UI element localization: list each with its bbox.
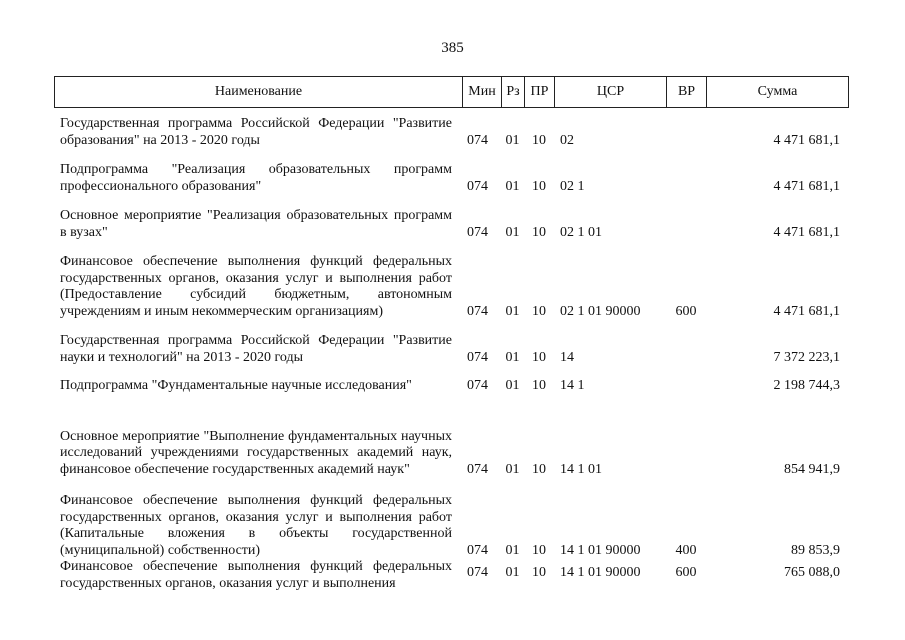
header-rz: Рз: [502, 77, 525, 108]
row-csr: 02 1 01 90000: [560, 303, 641, 319]
table-body: [54, 112, 848, 601]
row-name: Подпрограмма "Фундаментальные научные исследования": [60, 377, 412, 393]
row-pr: 10: [532, 349, 546, 365]
row-sum: 89 853,9: [791, 542, 840, 558]
row-name: Финансовое обеспечение выполнения функций федеральных государственных органов, оказания услуг и выполнения работ (Капитальные вложения в объекты государственной (муниципальной) собственности): [60, 493, 452, 558]
row-min: 074: [467, 542, 488, 558]
row-rz: 01: [505, 303, 520, 319]
row-min: 074: [467, 132, 488, 148]
row-csr: 14: [560, 349, 574, 365]
row-sum: 4 471 681,1: [773, 178, 840, 194]
row-rz: 01: [505, 178, 520, 194]
row-name: Государственная программа Российской Федерации "Развитие науки и технологий" на 2013 - 2020 годы: [60, 333, 452, 365]
table-header: [54, 76, 849, 108]
header-min: Мин: [463, 77, 502, 108]
header-pr: ПР: [525, 77, 555, 108]
table-row: [54, 112, 848, 149]
row-name: Государственная программа Российской Федерации "Развитие образования" на 2013 - 2020 годы: [60, 116, 452, 148]
row-min: 074: [467, 461, 488, 477]
row-sum: 4 471 681,1: [773, 224, 840, 240]
row-csr: 14 1 01 90000: [560, 542, 641, 558]
row-rz: 01: [505, 542, 520, 558]
row-min: 074: [467, 303, 488, 319]
table-row: [54, 195, 848, 241]
row-pr: 10: [532, 178, 546, 194]
table-row: [54, 241, 848, 320]
table-row: [54, 559, 848, 601]
row-pr: 10: [532, 224, 546, 240]
row-name: Подпрограмма "Реализация образовательных программ профессионального образования": [60, 162, 452, 194]
row-pr: 10: [532, 565, 546, 580]
row-sum: 765 088,0: [784, 565, 840, 580]
row-sum: 4 471 681,1: [773, 303, 840, 319]
row-rz: 01: [505, 461, 520, 477]
table-row: [54, 149, 848, 195]
row-sum: 854 941,9: [784, 461, 840, 477]
row-min: 074: [467, 377, 488, 393]
row-rz: 01: [505, 377, 520, 393]
header-sum: Сумма: [707, 77, 849, 108]
row-name: Финансовое обеспечение выполнения функций федеральных государственных органов, оказания услуг и выполнения: [60, 559, 452, 591]
row-pr: 10: [532, 461, 546, 477]
table-row: [54, 366, 848, 394]
row-vr: 400: [675, 542, 697, 558]
row-vr: 600: [675, 303, 697, 319]
row-sum: 4 471 681,1: [773, 132, 840, 148]
row-rz: 01: [505, 349, 520, 365]
row-vr: 600: [675, 565, 697, 580]
row-name: Финансовое обеспечение выполнения функций федеральных государственных органов, оказания услуг и выполнения работ (Предоставление субсидий бюджетным, автономным учреждениям и иным некоммерческим организациям): [60, 254, 452, 319]
row-csr: 14 1: [560, 377, 585, 393]
header-csr: ЦСР: [555, 77, 667, 108]
row-min: 074: [467, 178, 488, 194]
header-vr: ВР: [667, 77, 707, 108]
table-row: [54, 478, 848, 559]
row-name: Основное мероприятие "Реализация образовательных программ в вузах": [60, 208, 452, 240]
table-row: [54, 320, 848, 366]
row-sum: 7 372 223,1: [773, 349, 840, 365]
row-csr: 14 1 01 90000: [560, 565, 641, 580]
row-name: Основное мероприятие "Выполнение фундаментальных научных исследований учреждениями государственных академий наук, финансовое обеспечение государственных академий наук": [60, 428, 452, 477]
row-csr: 02 1: [560, 178, 585, 194]
row-min: 074: [467, 224, 488, 240]
row-rz: 01: [505, 565, 520, 580]
row-pr: 10: [532, 132, 546, 148]
row-pr: 10: [532, 542, 546, 558]
row-csr: 14 1 01: [560, 461, 602, 477]
row-pr: 10: [532, 377, 546, 393]
row-rz: 01: [505, 132, 520, 148]
header-name: Наименование: [55, 77, 463, 108]
row-csr: 02: [560, 132, 574, 148]
row-min: 074: [467, 565, 488, 580]
row-sum: 2 198 744,3: [773, 377, 840, 393]
page-number: 385: [441, 40, 464, 56]
row-min: 074: [467, 349, 488, 365]
row-csr: 02 1 01: [560, 224, 602, 240]
table-row: [54, 394, 848, 478]
row-rz: 01: [505, 224, 520, 240]
row-pr: 10: [532, 303, 546, 319]
